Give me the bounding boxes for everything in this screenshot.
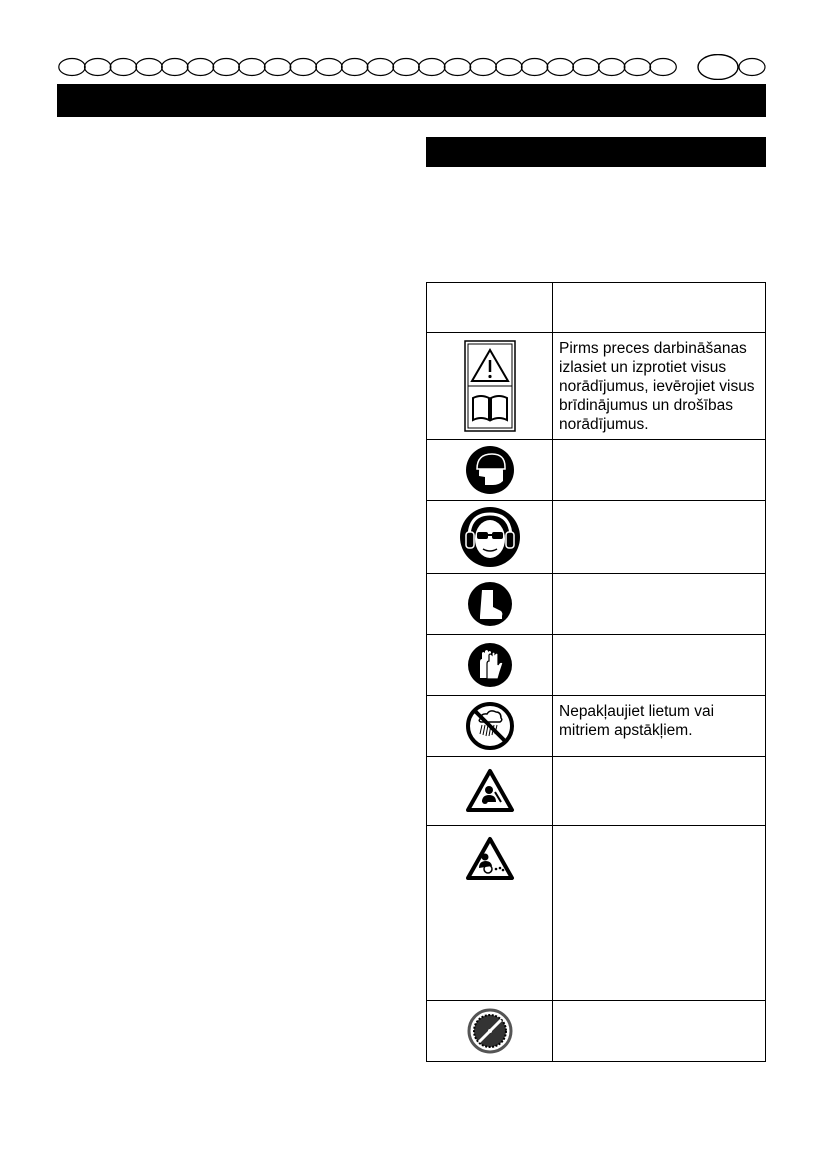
language-ovals	[58, 54, 766, 80]
description-cell	[553, 826, 766, 1001]
language-oval	[213, 59, 239, 76]
language-oval	[573, 59, 599, 76]
description-cell	[553, 635, 766, 696]
description-text: Pirms preces darbināšanas izlasiet un izprotiet visus norādījumus, ievērojiet visus brīdinājumus un drošības norādījumus.	[559, 340, 755, 433]
header-cell-symbol	[427, 283, 553, 333]
symbol-cell	[427, 333, 553, 440]
section-header-bar	[426, 137, 766, 167]
language-oval	[316, 59, 342, 76]
language-oval	[624, 59, 650, 76]
language-oval	[470, 59, 496, 76]
description-cell	[553, 757, 766, 826]
description-cell	[553, 501, 766, 574]
bystander-warning-icon	[465, 768, 515, 814]
description-cell	[553, 440, 766, 501]
thrown-objects-warning-icon	[465, 836, 515, 882]
description-cell	[553, 574, 766, 635]
symbol-cell	[427, 696, 553, 757]
helmet-icon	[465, 445, 515, 495]
table-row	[427, 757, 766, 826]
gloves-icon	[467, 642, 513, 688]
symbol-cell	[427, 574, 553, 635]
manual-warning-icon	[450, 336, 530, 436]
language-oval	[162, 59, 188, 76]
description-text: Nepakļaujiet lietum vai mitriem apstākļiem.	[559, 703, 715, 739]
language-oval	[739, 59, 765, 76]
language-oval	[342, 59, 368, 76]
language-oval	[110, 59, 136, 76]
language-oval	[444, 59, 470, 76]
symbol-cell	[427, 501, 553, 574]
language-oval	[521, 59, 547, 76]
table-row	[427, 333, 766, 440]
table-row	[427, 635, 766, 696]
symbols-table	[426, 282, 766, 1062]
table-row	[427, 501, 766, 574]
symbol-cell	[427, 635, 553, 696]
table-row	[427, 574, 766, 635]
symbol-cell	[427, 826, 553, 1001]
language-oval	[419, 59, 445, 76]
language-oval	[59, 59, 85, 76]
table-header-row	[427, 283, 766, 333]
language-oval	[393, 59, 419, 76]
language-oval	[290, 59, 316, 76]
language-oval	[367, 59, 393, 76]
no-rain-icon	[465, 701, 515, 751]
page-header-bar	[57, 84, 766, 117]
symbol-cell	[427, 757, 553, 826]
language-oval	[496, 59, 522, 76]
table-row	[427, 440, 766, 501]
highlight-oval	[698, 55, 738, 80]
language-oval	[187, 59, 213, 76]
description-cell	[553, 696, 766, 757]
symbol-cell	[427, 440, 553, 501]
table-row	[427, 1001, 766, 1062]
safety-boot-icon	[467, 581, 513, 627]
table-row	[427, 826, 766, 1001]
description-cell	[553, 333, 766, 440]
saw-blade-icon	[467, 1008, 513, 1054]
table-row	[427, 696, 766, 757]
symbol-cell	[427, 1001, 553, 1062]
language-oval	[650, 59, 676, 76]
language-oval	[136, 59, 162, 76]
description-cell	[553, 1001, 766, 1062]
ear-eye-protection-icon	[459, 506, 521, 568]
header-cell-description	[553, 283, 766, 333]
language-oval	[264, 59, 290, 76]
language-oval	[239, 59, 265, 76]
language-oval	[85, 59, 111, 76]
language-oval	[599, 59, 625, 76]
language-oval	[547, 59, 573, 76]
